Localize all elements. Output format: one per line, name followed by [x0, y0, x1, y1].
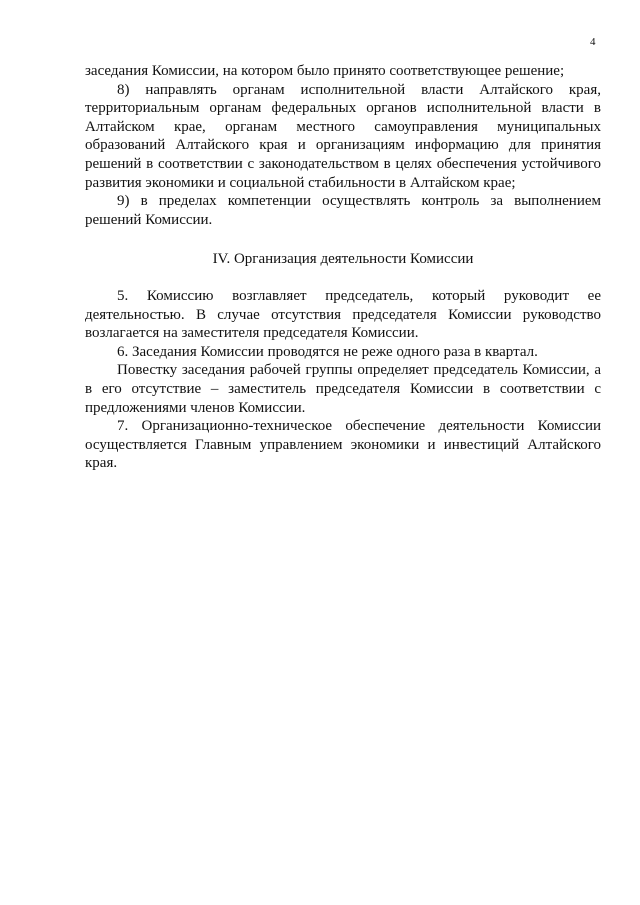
paragraph-item-7: 7. Организационно-техническое обеспечение деятельности Комиссии осуществляется Главным управлением экономики и инвестиций Алтайского края. — [85, 418, 601, 472]
page-number: 4 — [590, 36, 596, 48]
paragraph-agenda: Повестку заседания рабочей группы определяет председатель Комиссии, а в его отсутствие – заместитель председателя Комиссии в соответствии с предложениями членов Комиссии. — [85, 362, 601, 416]
paragraph-continuation: заседания Комиссии, на котором было принято соответствующее решение; — [85, 63, 565, 79]
list-item-8: 8) направлять органам исполнительной власти Алтайского края, территориальным органам федеральных органов исполнительной власти в Алтайском крае, органам местного самоуправления муниципальных образований Алтайского края и организациям информацию для принятия решений в соответствии с законодательством в целях обеспечения устойчивого развития экономики и социальной стабильности в Алтайском крае; — [85, 81, 601, 191]
paragraph-item-6: 6. Заседания Комиссии проводятся не реже одного раза в квартал. — [117, 343, 538, 360]
document-body — [85, 62, 601, 473]
list-item-9: 9) в пределах компетенции осуществлять контроль за выполнением решений Комиссии. — [85, 193, 601, 228]
section-heading: IV. Организация деятельности Комиссии — [212, 251, 474, 268]
paragraph-item-5: 5. Комиссию возглавляет председатель, который руководит ее деятельностью. В случае отсутствия председателя Комиссии руководство возлагается на заместителя председателя Комиссии. — [85, 287, 601, 342]
